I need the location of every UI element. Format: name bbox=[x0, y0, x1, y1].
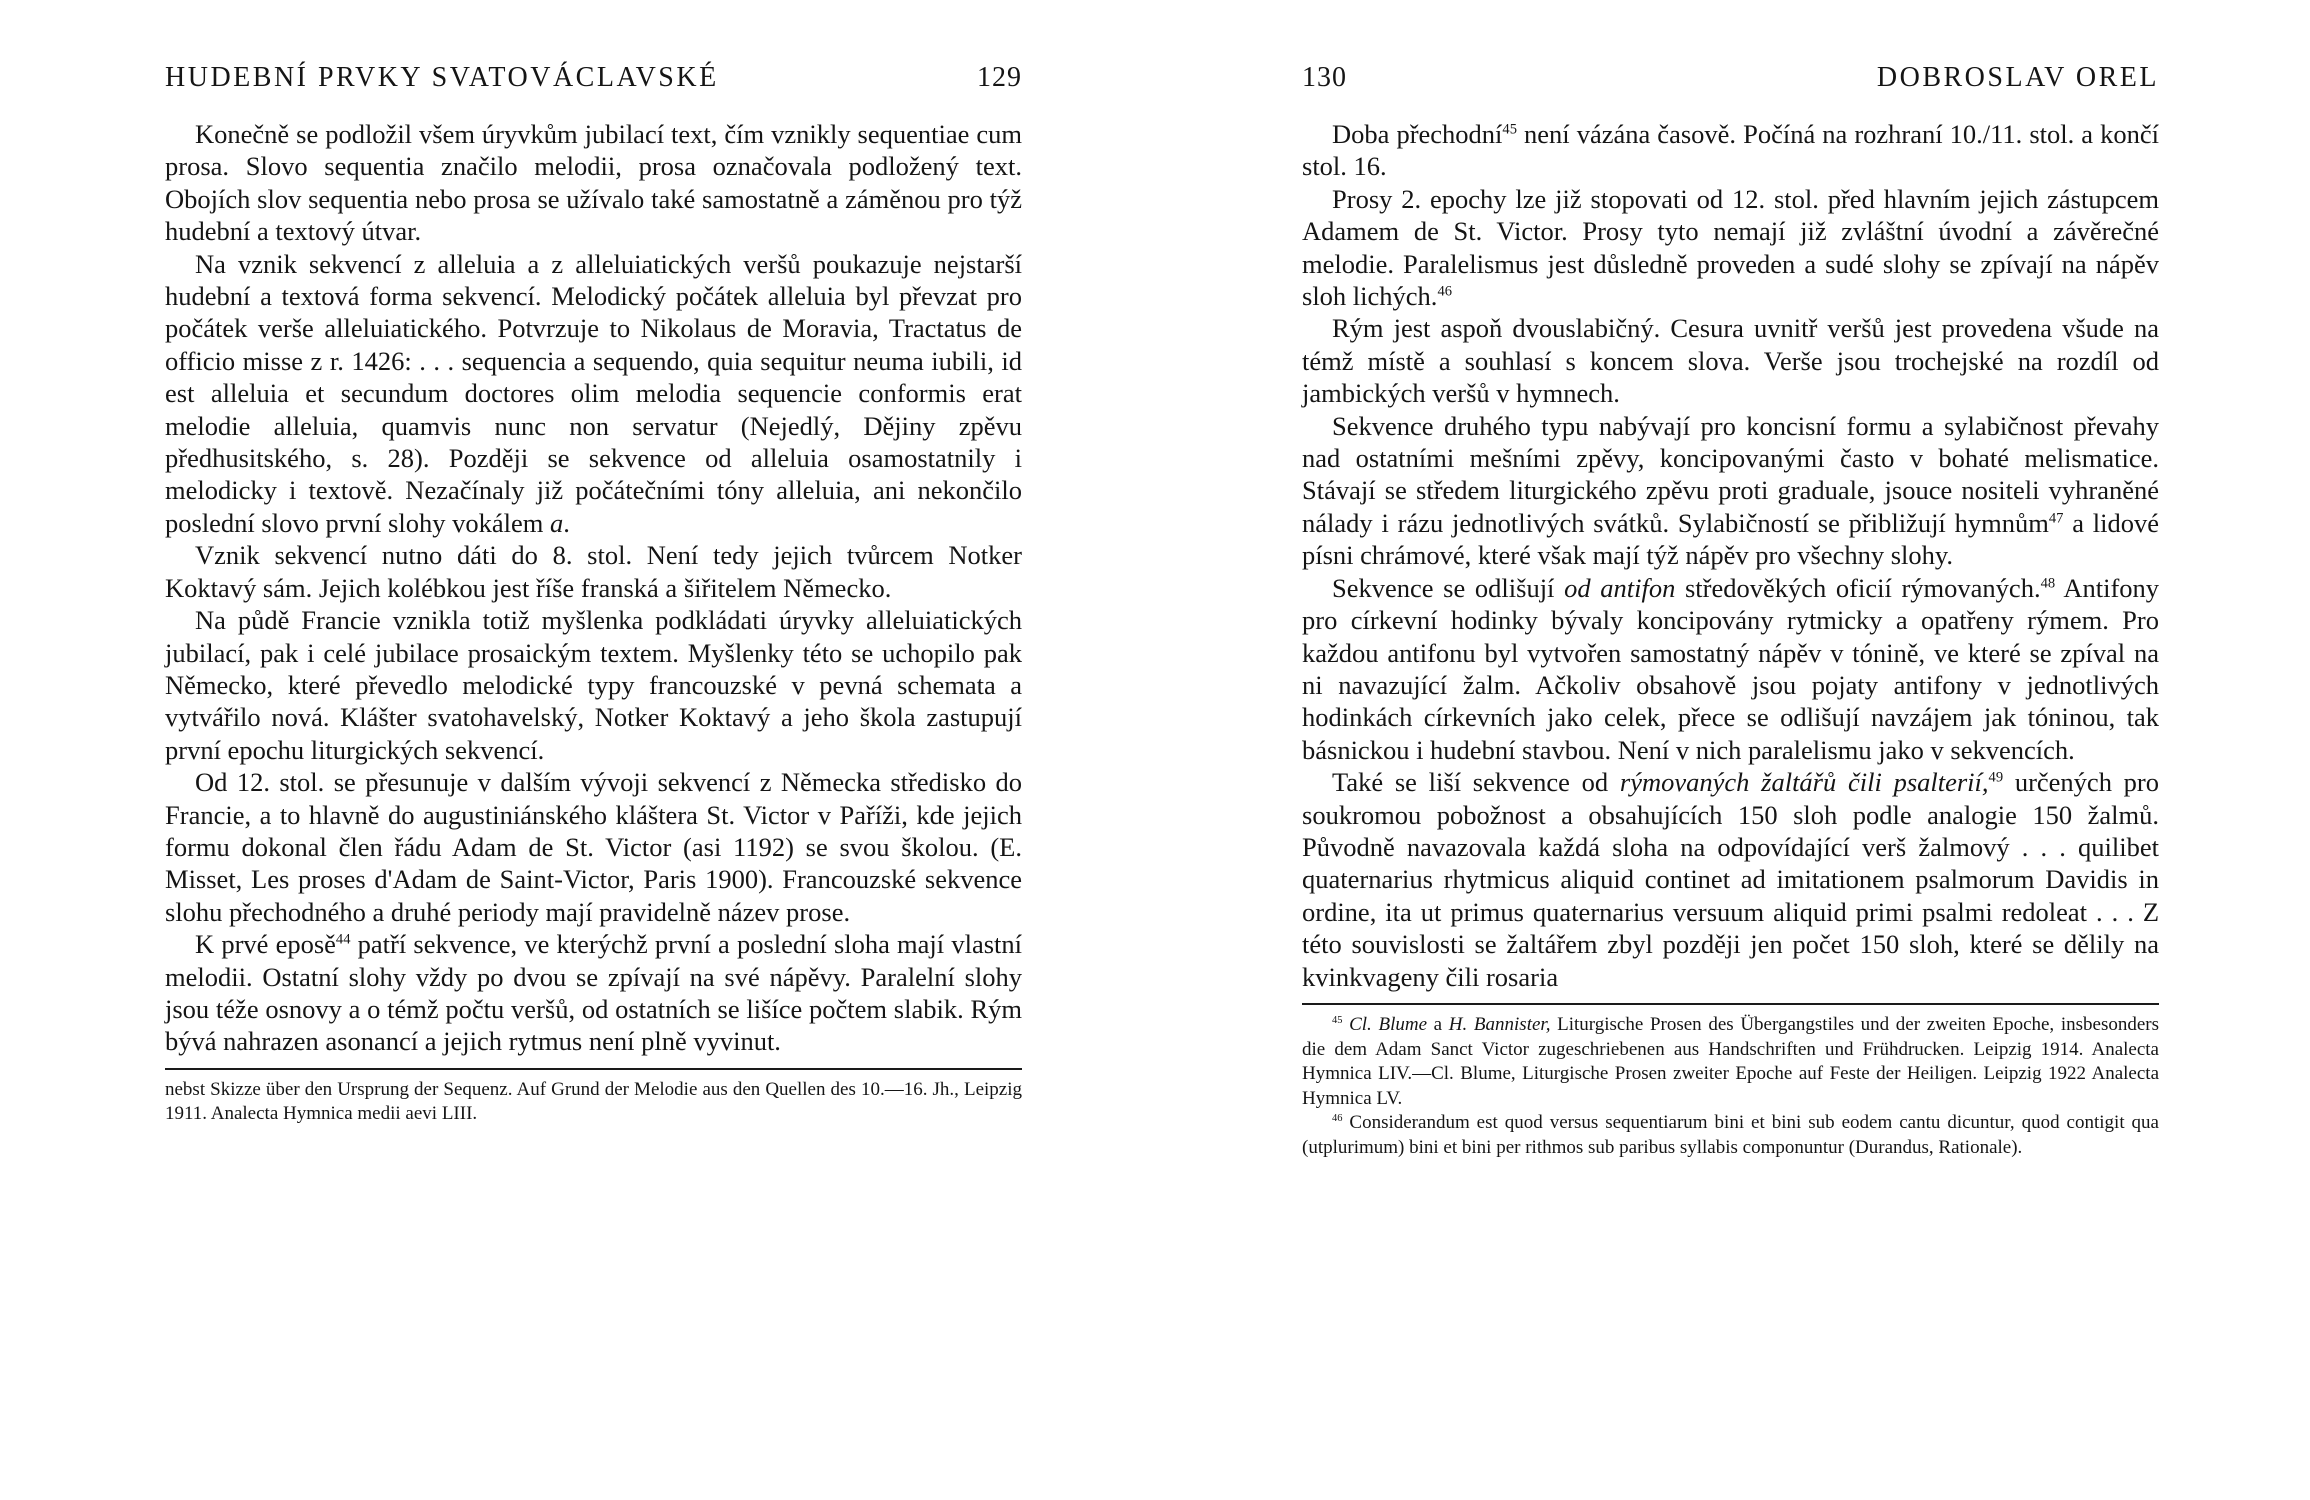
footnote-rule bbox=[165, 1068, 1022, 1070]
paragraph: K prvé eposě$^{44}$ patří sekvence, ve kterýchž první a poslední sloha mají vlastní melodii. Ostatní slohy vždy po dvou se zpívají na své nápěvy. Paralelní slohy jsou téže osnovy a o témž počtu veršů, od ostatních se lišíce počtem slabik. Rým bývá nahrazen asonancí a jejich rytmus není plně vyvinut. bbox=[165, 929, 1022, 1057]
paragraph: Konečně se podložil všem úryvkům jubilací text, čím vznikly sequentiae cum prosa. Slovo sequentia značilo melodii, prosa označovala podložený text. Obojích slov sequentia nebo prosa se užívalo také samostatně a záměnou pro týž hudební a textový útvar. bbox=[165, 119, 1022, 247]
footnote: $^{45}$ Cl. Blume a H. Bannister, Liturgische Prosen des Übergangstiles und der zweiten Epoche, insbesonders die dem Adam Sanct Victor zugeschriebenen aus Handschriften und Frühdrucken. Leipzig 1914. Analecta Hymnica LIV.—Cl. Blume, Liturgische Prosen zweiter Epoche auf Feste der Heiligen. Leipzig 1922 Analecta Hymnica LV. bbox=[1302, 1013, 2159, 1109]
page-number: 129 bbox=[977, 62, 1022, 93]
paragraph: Od 12. stol. se přesunuje v dalším vývoji sekvencí z Německa středisko do Francie, a to hlavně do augustiniánského kláštera St. Victor v Paříži, kde jejich formu dokonal člen řádu Adam de St. Victor (asi 1192) se svou školou. (E. Misset, Les proses d'Adam de Saint-Victor, Paris 1900). Francouzské sekvence slohu přechodného a druhé periody mají pravidelně název prose. bbox=[165, 767, 1022, 927]
paragraph: Sekvence se odlišují od antifon středověkých oficií rýmovaných.$^{48}$ Antifony pro církevní hodinky bývaly koncipovány rytmicky a opatřeny rýmem. Pro každou antifonu byl vytvořen samostatný nápěv v tónině, ve které se zpíval na ni navazující žalm. Ačkoliv obsahově jsou pojaty antifony v jednotlivých hodinkách církevních jako celek, přece se odlišují navzájem jak tóninou, tak básnickou i hudební stavbou. Není v nich paralelismu jako v sekvencích. bbox=[1302, 572, 2160, 765]
body-text bbox=[165, 118, 1022, 1058]
footnotes bbox=[1302, 1013, 2159, 1161]
footnote-ref: 44 bbox=[335, 931, 351, 948]
footnote-ref: 47 bbox=[2048, 510, 2064, 527]
paragraph: Prosy 2. epochy lze již stopovati od 12. stol. před hlavním jejich zástupcem Adamem de St. Victor. Prosy tyto nemají již zvláštní úvodní a závěrečné melodie. Paralelismus jest důsledně proveden a sudé slohy se zpívají na nápěv sloh lichých.$^{46}$ bbox=[1302, 183, 2159, 312]
paragraph: Doba přechodní$^{45}$ není vázána časově. Počíná na rozhraní 10./11. stol. a končí stol. 16. bbox=[1302, 119, 2159, 182]
page-number: 130 bbox=[1302, 62, 1347, 93]
footnote-rule bbox=[1302, 1003, 2159, 1005]
footnote-ref: 46 bbox=[1437, 283, 1452, 300]
paragraph: Také se liší sekvence od rýmovaných žaltářů čili psalterií,$^{49}$ určených pro soukromou pobožnost a obsahujících 150 sloh podle analogie 150 žalmů. Původně navazovala každá sloha na odpovídající verš žalmový . . . quilibet quaternarius rhytmicus aliquid continet ad imitationem psalmorum Davidis in ordine, ita ut primus quaternarius versuum aliquid primi psalmi redoleat . . . Z této souvislosti se žaltářem zbyl později jen počet 150 sloh, které se dělily na kvinkvageny čili rosaria bbox=[1302, 767, 2160, 992]
paragraph: Vznik sekvencí nutno dáti do 8. stol. Není tedy jejich tvůrcem Notker Koktavý sám. Jejich kolébkou jest říše franská a šiřitelem Německo. bbox=[165, 540, 1022, 603]
footnotes bbox=[165, 1078, 1022, 1127]
paragraph: Rým jest aspoň dvouslabičný. Cesura uvnitř veršů jest provedena všude na témž místě a souhlasí s koncem slova. Verše jsou trochejské na rozdíl od jambických veršů v hymnech. bbox=[1302, 313, 2159, 409]
body-text bbox=[1302, 118, 2159, 993]
running-title: HUDEBNÍ PRVKY SVATOVÁCLAVSKÉ bbox=[165, 62, 719, 93]
paragraph: Na půdě Francie vznikla totiž myšlenka podkládati úryvky alleluiatických jubilací, pak i celé jubilace prosaickým textem. Myšlenky této se uchopilo pak Německo, které převedlo melodické typy francouzské v pevná schemata a vytvářilo nová. Klášter svatohavelský, Notker Koktavý a jeho škola zastupují první epochu liturgických sekvencí. bbox=[165, 605, 1022, 765]
footnote-ref: 45 bbox=[1502, 121, 1517, 138]
left-page bbox=[165, 62, 1022, 1462]
footnote-ref: 48 bbox=[2040, 575, 2056, 592]
footnote: $^{46}$ Considerandum est quod versus sequentiarum bini et bini sub eodem cantu dicuntur, quod contigit qua (utplurimum) bini et bini per rithmos sub paribus syllabis componuntur (Durandus, Rationale). bbox=[1302, 1112, 2159, 1158]
running-head bbox=[1302, 62, 2159, 102]
right-page bbox=[1302, 62, 2159, 1462]
footnote: nebst Skizze über den Ursprung der Sequenz. Auf Grund der Melodie aus den Quellen des 10.—16. Jh., Leipzig 1911. Analecta Hymnica medii aevi LIII. bbox=[165, 1078, 1022, 1125]
paragraph: Na vznik sekvencí z alleluia a z alleluiatických veršů poukazuje nejstarší hudební a textová forma sekvencí. Melodický počátek alleluia byl převzat pro počátek verše alleluiatického. Potvrzuje to Nikolaus de Moravia, Tractatus de officio misse z r. 1426: . . . sequencia a sequendo, quia sequitur neuma iubili, id est alleluia et secundum doctores olim melodia sequencie conformis erat melodie alleluia, quamvis nunc non servatur (Nejedlý, Dějiny zpěvu předhusitského, s. 28). Později se sekvence od alleluia osamostatnily i melodicky i textově. Nezačínaly již počátečními tóny alleluia, ani nekončilo poslední slovo první slohy vokálem a. bbox=[165, 248, 1022, 538]
footnote-ref: 49 bbox=[1988, 769, 2004, 786]
running-head bbox=[165, 62, 1022, 102]
running-title: DOBROSLAV OREL bbox=[1876, 62, 2159, 93]
paragraph: Sekvence druhého typu nabývají pro koncisní formu a sylabičnost převahy nad ostatními mešními zpěvy, koncipovanými často v bohaté melismatice. Stávají se středem liturgického zpěvu proti graduale, jsouce nositeli vyhraněné nálady i rázu jednotlivých svátků. Sylabičností se přibližují hymnům$^{47}$ a lidové písni chrámové, které však mají týž nápěv pro všechny slohy. bbox=[1302, 410, 2160, 571]
